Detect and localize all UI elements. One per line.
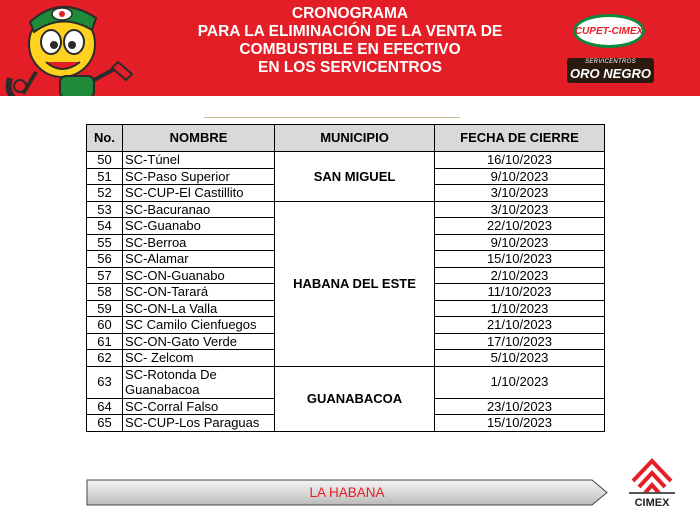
station-name: SC-ON-Gato Verde	[123, 333, 275, 350]
station-name: SC-ON-Guanabo	[123, 267, 275, 284]
row-number: 60	[87, 317, 123, 334]
row-number: 56	[87, 251, 123, 268]
closing-date: 21/10/2023	[435, 317, 605, 334]
station-name: SC-Túnel	[123, 152, 275, 169]
row-number: 50	[87, 152, 123, 169]
row-number: 53	[87, 201, 123, 218]
oro-negro-logo	[567, 58, 654, 83]
station-name: SC-Corral Falso	[123, 398, 275, 415]
row-number: 64	[87, 398, 123, 415]
page-title	[165, 5, 535, 77]
municipality-cell: SAN MIGUEL	[275, 152, 435, 202]
row-number: 63	[87, 366, 123, 398]
mascot-illustration	[0, 0, 160, 96]
station-name: SC-Paso Superior	[123, 168, 275, 185]
row-number: 59	[87, 300, 123, 317]
closing-date: 15/10/2023	[435, 251, 605, 268]
closing-date: 3/10/2023	[435, 185, 605, 202]
divider-line	[204, 117, 460, 118]
row-number: 51	[87, 168, 123, 185]
cimex-logo	[619, 457, 685, 515]
station-name: SC-ON-Tarará	[123, 284, 275, 301]
station-name: SC-ON-La Valla	[123, 300, 275, 317]
title-line-1: CRONOGRAMA	[291, 5, 409, 22]
header-banner	[0, 0, 700, 96]
region-label: LA HABANA	[309, 485, 385, 500]
table-row	[87, 152, 605, 169]
closing-date: 9/10/2023	[435, 234, 605, 251]
title-line-2: PARA LA ELIMINACIÓN DE LA VENTA DE	[197, 23, 503, 40]
closing-date: 2/10/2023	[435, 267, 605, 284]
column-header-fecha: FECHA DE CIERRE	[435, 125, 605, 152]
column-header-no: No.	[87, 125, 123, 152]
closing-date: 9/10/2023	[435, 168, 605, 185]
table-body	[87, 152, 605, 432]
station-name: SC- Zelcom	[123, 350, 275, 367]
station-name: SC-Bacuranao	[123, 201, 275, 218]
station-name: SC-CUP-Los Paraguas	[123, 415, 275, 432]
cimex-emblem-icon	[619, 457, 685, 497]
closing-date: 16/10/2023	[435, 152, 605, 169]
row-number: 55	[87, 234, 123, 251]
cupet-cimex-logo	[573, 14, 645, 48]
cimex-logo-text: CIMEX	[634, 497, 670, 509]
station-name: SC-Rotonda De Guanabacoa	[123, 366, 275, 398]
row-number: 52	[87, 185, 123, 202]
municipality-cell: HABANA DEL ESTE	[275, 201, 435, 366]
oro-negro-logo-subtitle: SERVICENTROS	[585, 59, 636, 65]
station-name: SC-Berroa	[123, 234, 275, 251]
closing-date: 1/10/2023	[435, 366, 605, 398]
title-line-4: EN LOS SERVICENTROS	[257, 59, 443, 76]
title-line-3: COMBUSTIBLE EN EFECTIVO	[239, 41, 461, 58]
closing-date: 1/10/2023	[435, 300, 605, 317]
closing-date: 22/10/2023	[435, 218, 605, 235]
row-number: 58	[87, 284, 123, 301]
municipality-cell: GUANABACOA	[275, 366, 435, 431]
row-number: 65	[87, 415, 123, 432]
table-header-row	[87, 125, 605, 152]
table-row	[87, 366, 605, 398]
row-number: 57	[87, 267, 123, 284]
station-name: SC-CUP-El Castillito	[123, 185, 275, 202]
column-header-municipio: MUNICIPIO	[275, 125, 435, 152]
column-header-nombre: NOMBRE	[123, 125, 275, 152]
closing-date: 17/10/2023	[435, 333, 605, 350]
table-row	[87, 201, 605, 218]
closing-date: 3/10/2023	[435, 201, 605, 218]
closing-date: 5/10/2023	[435, 350, 605, 367]
closing-date: 11/10/2023	[435, 284, 605, 301]
station-name: SC-Alamar	[123, 251, 275, 268]
closing-date: 23/10/2023	[435, 398, 605, 415]
row-number: 62	[87, 350, 123, 367]
oro-negro-logo-title: ORO NEGRO	[570, 66, 651, 81]
cupet-cimex-logo-text: CUPET-CIMEX	[574, 25, 644, 37]
row-number: 61	[87, 333, 123, 350]
closing-date: 15/10/2023	[435, 415, 605, 432]
station-name: SC Camilo Cienfuegos	[123, 317, 275, 334]
station-name: SC-Guanabo	[123, 218, 275, 235]
row-number: 54	[87, 218, 123, 235]
schedule-table	[86, 124, 605, 432]
